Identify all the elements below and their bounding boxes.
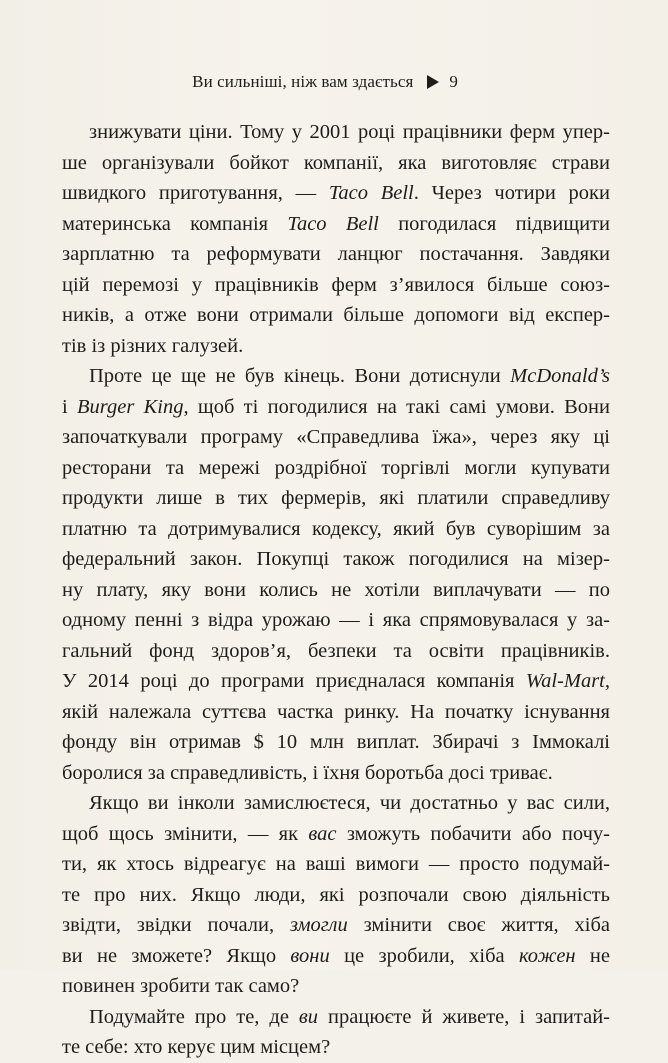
text-segment: ше організували бойкот компанії, яка виготовляє страви <box>62 151 610 174</box>
text-line <box>62 117 610 148</box>
text-line <box>62 453 610 484</box>
italic-text: Taco Bell <box>287 212 379 235</box>
text-line <box>62 788 610 819</box>
text-segment: зможуть побачити або почу- <box>336 822 610 845</box>
text-line <box>62 392 610 423</box>
text-line <box>62 941 610 972</box>
text-segment: повинен зробити так само? <box>62 975 300 997</box>
text-segment: не <box>575 944 610 967</box>
text-segment: тів із різних галузей. <box>62 334 244 357</box>
paragraph <box>62 788 610 1002</box>
paragraph <box>62 1002 610 1063</box>
text-segment: Подумайте про те, де <box>89 1005 299 1028</box>
paragraph <box>62 117 610 361</box>
text-line <box>62 1032 610 1063</box>
text-line <box>62 758 610 789</box>
text-line <box>62 483 610 514</box>
text-segment: ти, як хтось відреагує на ваші вимоги — просто подумай- <box>62 853 610 875</box>
italic-text: Burger King <box>77 395 184 418</box>
text-line <box>62 361 610 392</box>
text-segment: знижувати ціни. Тому у 2001 році працівники ферм упер- <box>89 121 610 143</box>
text-segment: . Через чотири роки <box>413 182 610 204</box>
text-line <box>62 636 610 667</box>
text-line <box>62 819 610 850</box>
text-segment: те про них. Якщо люди, які розпочали свою діяльність <box>62 883 610 906</box>
italic-text: ви <box>298 1005 319 1028</box>
text-segment: зарплатню та реформувати ланцюг постачання. Завдяки <box>62 243 610 265</box>
text-line <box>62 575 610 606</box>
text-segment: започаткували програму «Справедлива їжа», через яку ці <box>62 426 610 448</box>
text-line <box>62 178 610 209</box>
text-segment: якій належала суттєва частка ринку. На початку існування <box>62 700 610 723</box>
text-segment: Проте це ще не був кінець. Вони дотиснули <box>89 365 511 387</box>
italic-text: Taco Bell <box>328 182 414 204</box>
text-line <box>62 666 610 697</box>
text-segment: продукти лише в тих фермерів, які платили справедливу <box>62 487 610 509</box>
text-segment: Якщо ви інколи замислюєтеся, чи достатньо у вас сили, <box>89 792 610 814</box>
running-header <box>192 72 458 92</box>
text-segment: швидкого приготування, — <box>62 182 329 204</box>
italic-text: вас <box>308 822 337 845</box>
text-segment: щоб щось змінити, — як <box>62 822 309 845</box>
running-title: Ви сильніші, ніж вам здається <box>192 72 414 91</box>
text-line <box>62 971 610 1002</box>
text-segment: працюєте й живете, і запитай- <box>318 1005 610 1028</box>
text-segment: гальний фонд здоров’я, безпеки та освіти працівників. <box>62 639 610 662</box>
text-segment: змінити своє життя, хіба <box>347 914 610 936</box>
italic-text: вони <box>290 944 330 967</box>
text-line <box>62 514 610 545</box>
italic-text: Wal-Mart <box>525 670 605 692</box>
text-segment: те себе: хто керує цим місцем? <box>62 1036 331 1058</box>
text-segment: одному пенні з відра урожаю — і яка спрямовувалася у за- <box>62 609 610 631</box>
text-segment: цій перемозі у працівників ферм з’явилося більше союз- <box>62 273 610 296</box>
text-line <box>62 544 610 575</box>
text-line <box>62 331 610 362</box>
text-segment: погодилася підвищити <box>378 212 610 235</box>
text-segment: ви не зможете? Якщо <box>62 944 291 967</box>
text-line <box>62 697 610 728</box>
text-line <box>62 910 610 941</box>
text-line <box>62 1002 610 1033</box>
text-segment: боролися за справедливість, і їхня боротьба досі триває. <box>62 761 553 784</box>
body-text <box>62 117 610 1063</box>
text-segment: звідти, звідки почали, <box>62 914 290 936</box>
page-number: 9 <box>449 72 458 91</box>
text-line <box>62 270 610 301</box>
text-segment: федеральний закон. Покупці також погодилися на мізер- <box>62 548 610 570</box>
text-segment: і <box>62 395 77 418</box>
text-segment: У 2014 році до програми приєдналася компанія <box>62 670 526 692</box>
text-line <box>62 209 610 240</box>
text-line <box>62 148 610 179</box>
text-segment: платню та дотримувалися кодексу, який був суворішим за <box>62 517 610 540</box>
text-segment: фонду він отримав $ 10 млн виплат. Збирачі з Іммокалі <box>62 731 610 753</box>
text-segment: , щоб ті погодилися на такі самі умови. Вони <box>183 395 610 418</box>
text-line <box>62 239 610 270</box>
text-line <box>62 849 610 880</box>
italic-text: McDonald’s <box>510 365 610 387</box>
text-line <box>62 300 610 331</box>
text-line <box>62 880 610 911</box>
text-segment: , <box>604 670 610 692</box>
text-segment: ресторани та мережі роздрібної торгівлі могли купувати <box>62 456 610 479</box>
text-segment: це зробили, хіба <box>329 944 519 967</box>
text-segment: материнська компанія <box>62 212 288 235</box>
text-line <box>62 605 610 636</box>
italic-text: змогли <box>289 914 348 936</box>
text-segment: ну плату, яку вони колись не хотіли виплачувати — по <box>62 578 610 601</box>
text-line <box>62 727 610 758</box>
text-line <box>62 422 610 453</box>
text-segment: ників, а отже вони отримали більше допомоги від експер- <box>62 304 610 326</box>
italic-text: кожен <box>518 944 576 967</box>
paragraph <box>62 361 610 788</box>
triangle-right-icon <box>427 75 439 89</box>
